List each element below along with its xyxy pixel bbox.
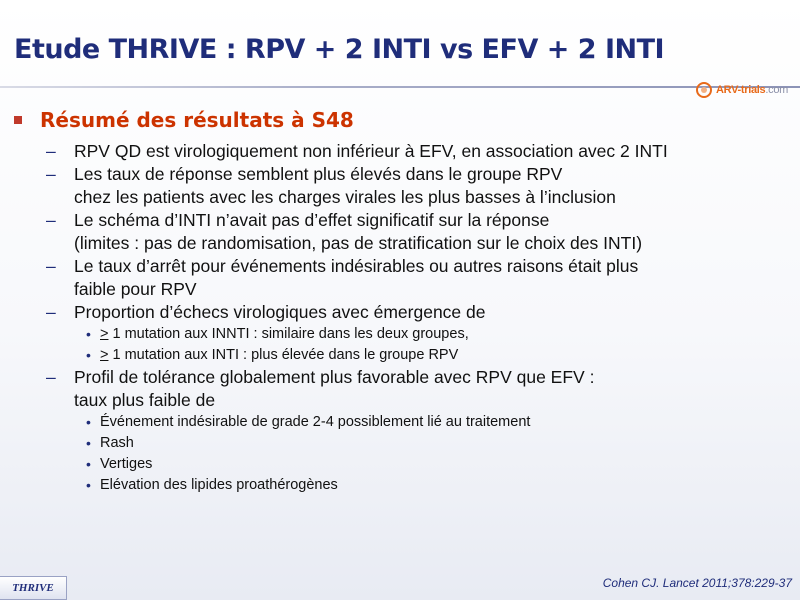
dash-bullet-icon: –: [46, 256, 56, 276]
list-item-text: Proportion d’échecs virologiques avec émergence de: [74, 302, 486, 322]
sub-list-item-text: Événement indésirable de grade 2-4 possiblement lié au traitement: [100, 414, 531, 430]
list-item-text: Les taux de réponse semblent plus élevés dans le groupe RPV: [74, 164, 563, 184]
list-item-text: (limites : pas de randomisation, pas de stratification sur le choix des INTI): [74, 233, 643, 253]
sub-list-item: [46, 345, 786, 366]
sub-list-item-text: 1 mutation aux INTI : plus élevée dans le groupe RPV: [108, 347, 459, 363]
results-list: [46, 140, 786, 496]
sub-list-item-text: Vertiges: [100, 456, 153, 472]
dot-bullet-icon: •: [86, 347, 91, 363]
dot-bullet-icon: •: [86, 435, 91, 451]
sub-list-item: [46, 433, 786, 454]
dash-bullet-icon: –: [46, 302, 56, 322]
list-item: [46, 163, 786, 209]
greater-equal-sign: >: [100, 347, 109, 363]
sub-list-item: [46, 475, 786, 496]
dot-bullet-icon: •: [86, 326, 91, 342]
arv-trials-logo: [694, 80, 794, 100]
list-item: [46, 255, 786, 301]
dash-bullet-icon: –: [46, 164, 56, 184]
list-item-text: chez les patients avec les charges virales les plus basses à l’inclusion: [74, 187, 616, 207]
list-item-text: Le taux d’arrêt pour événements indésirables ou autres raisons était plus: [74, 256, 639, 276]
sub-list-item-text: Rash: [100, 435, 134, 451]
sub-list-item: [46, 324, 786, 345]
list-item-text: faible pour RPV: [74, 279, 197, 299]
dot-bullet-icon: •: [86, 414, 91, 430]
logo-swirl-icon: [694, 81, 714, 99]
dot-bullet-icon: •: [86, 477, 91, 493]
section-heading: [14, 108, 354, 132]
dash-bullet-icon: –: [46, 367, 56, 387]
page-title: Etude THRIVE : RPV + 2 INTI vs EFV + 2 INTI: [14, 34, 665, 65]
heading-text: Résumé des résultats à S48: [40, 108, 354, 132]
list-item: [46, 366, 786, 412]
sub-list-item: [46, 454, 786, 475]
square-bullet-icon: [14, 116, 22, 124]
sub-list-item: [46, 412, 786, 433]
list-item: [46, 209, 786, 255]
logo-text: ARV-trials.com: [716, 84, 789, 96]
sub-list-item-text: Elévation des lipides proathérogènes: [100, 477, 338, 493]
dot-bullet-icon: •: [86, 456, 91, 472]
list-item-text: Le schéma d’INTI n’avait pas d’effet significatif sur la réponse: [74, 210, 550, 230]
dash-bullet-icon: –: [46, 141, 56, 161]
list-item-text: Profil de tolérance globalement plus favorable avec RPV que EFV :: [74, 367, 595, 387]
greater-equal-sign: >: [100, 326, 109, 342]
list-item-text: RPV QD est virologiquement non inférieur à EFV, en association avec 2 INTI: [74, 141, 668, 161]
citation: Cohen CJ. Lancet 2011;378:229-37: [602, 576, 792, 590]
list-item: [46, 301, 786, 324]
footer-study-tag: THRIVE: [0, 576, 67, 600]
list-item-text: taux plus faible de: [74, 390, 216, 410]
dash-bullet-icon: –: [46, 210, 56, 230]
list-item: [46, 140, 786, 163]
sub-list-item-text: 1 mutation aux INNTI : similaire dans les deux groupes,: [108, 326, 469, 342]
title-divider: [0, 86, 800, 88]
